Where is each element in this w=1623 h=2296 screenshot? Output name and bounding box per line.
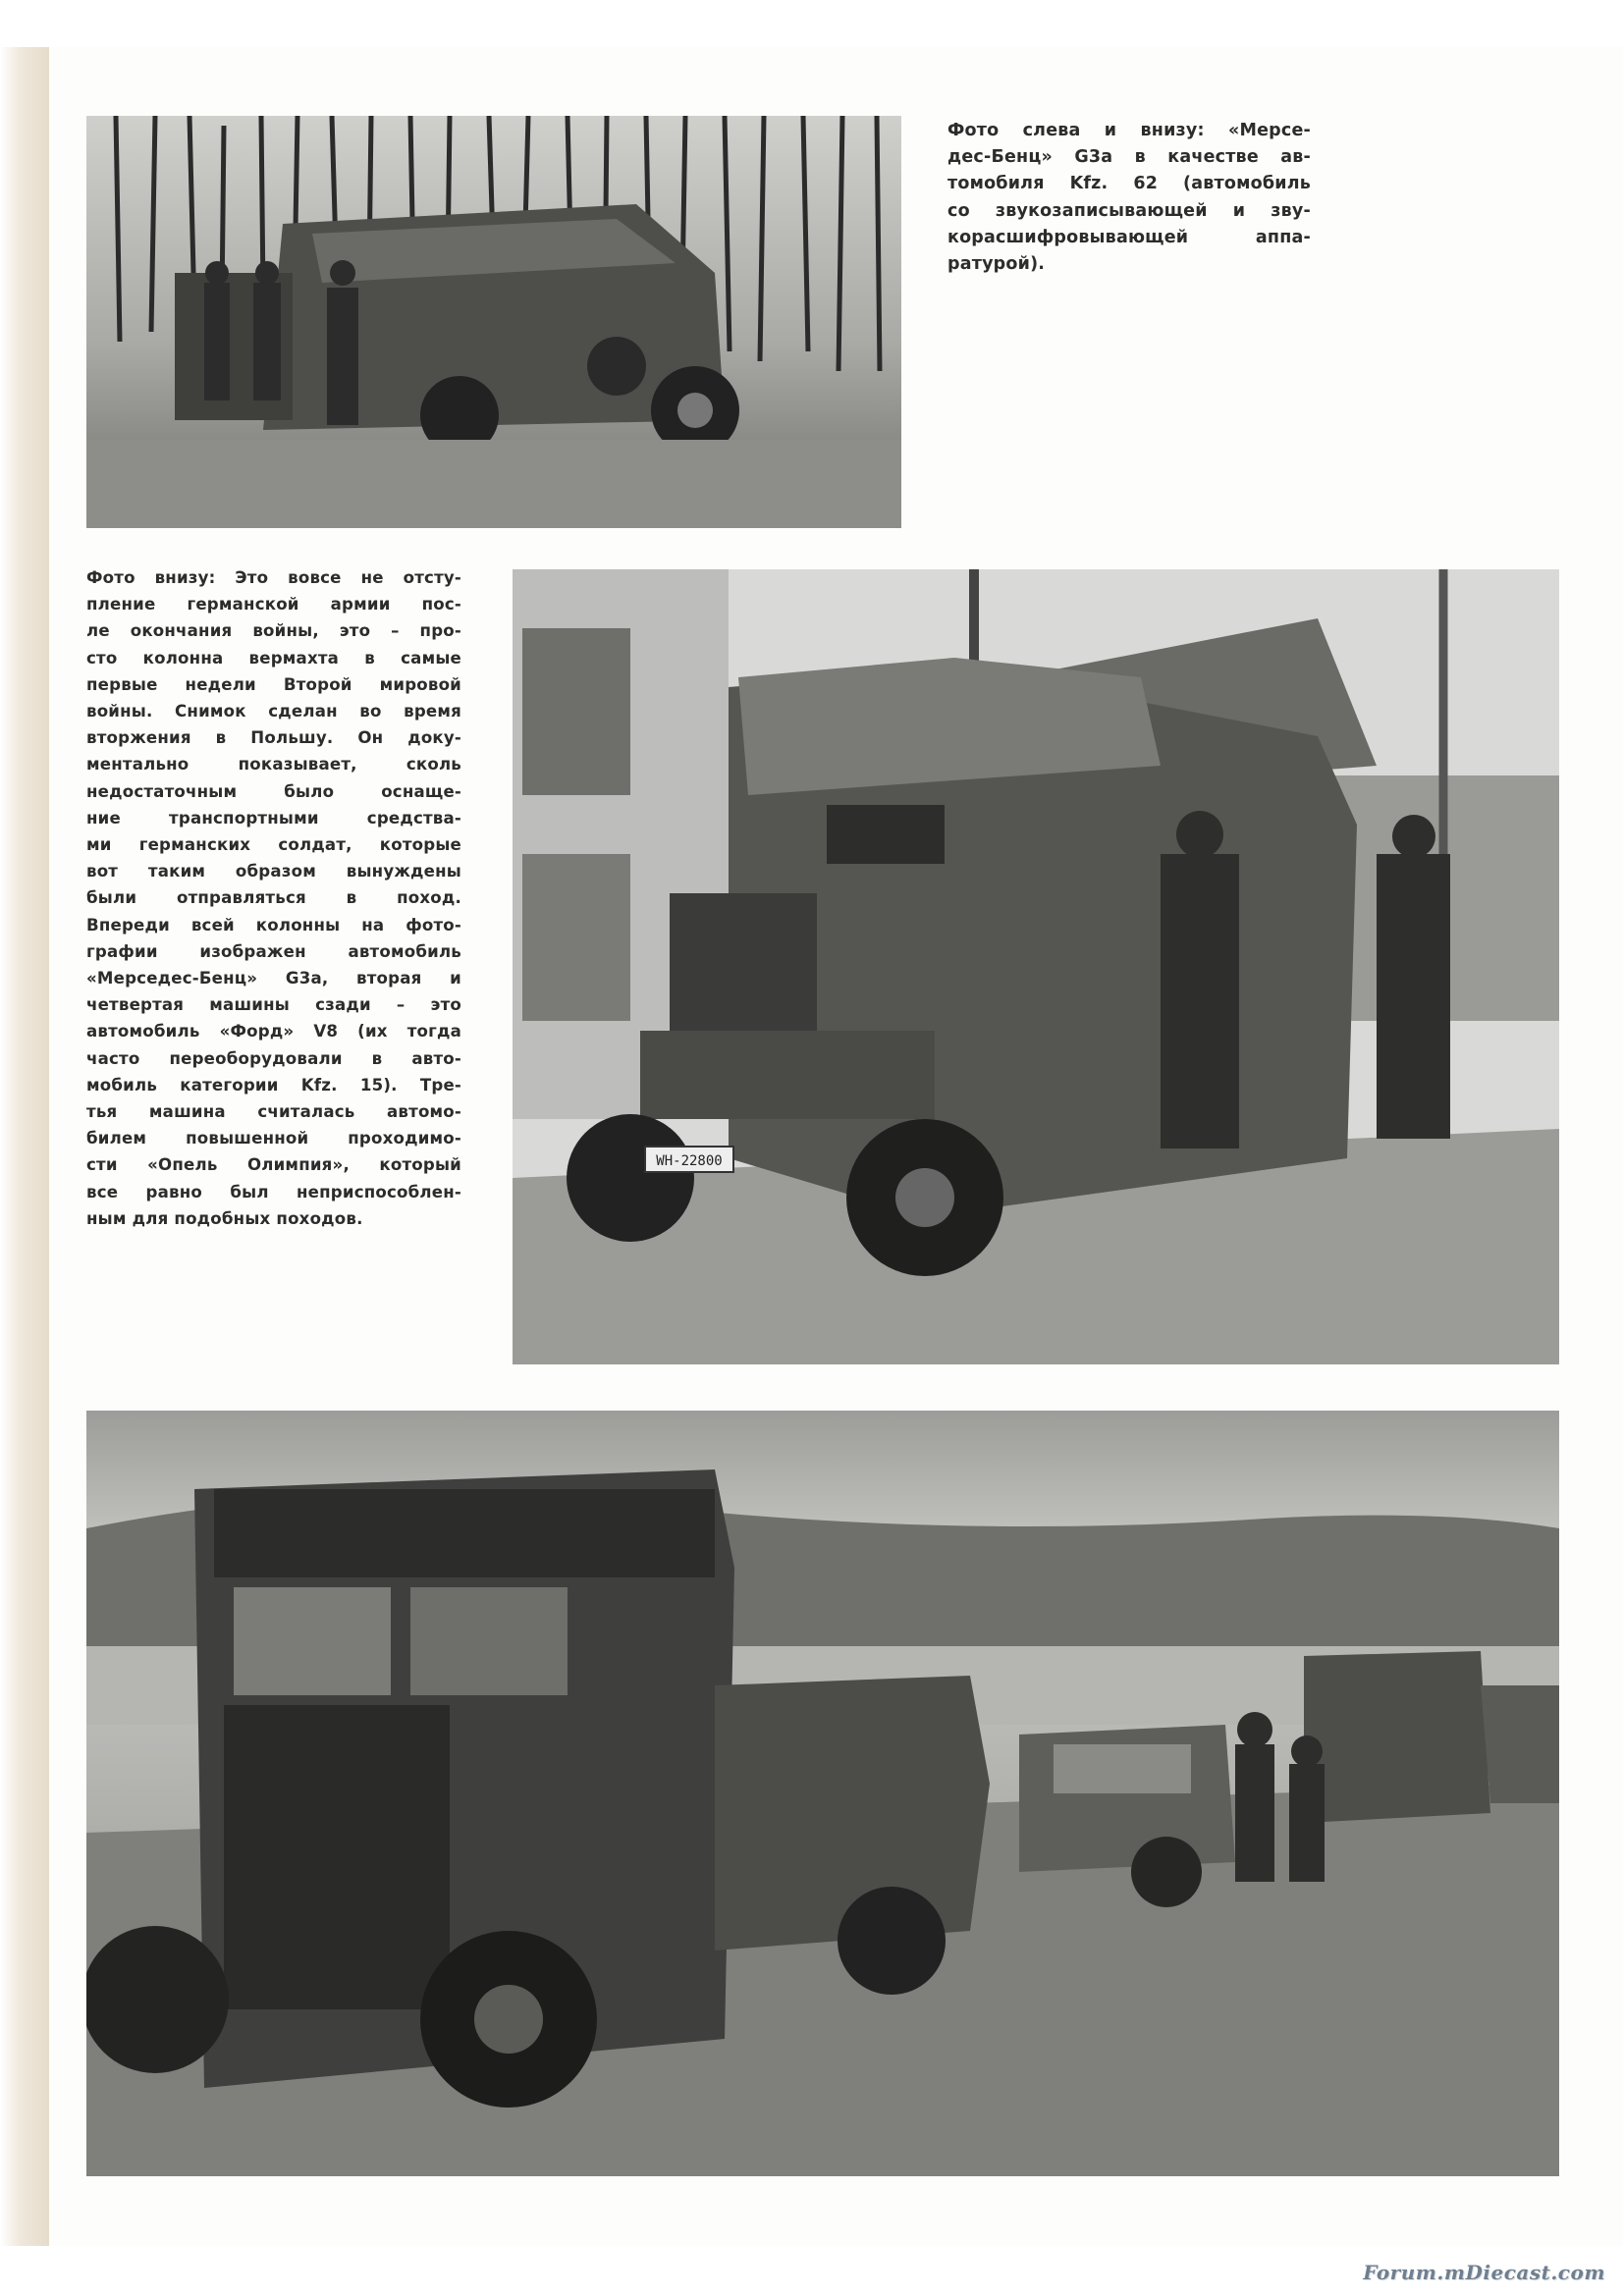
caption-line: ми германских солдат, которые — [86, 835, 461, 855]
photo-mercedes-g3a-street — [513, 569, 1559, 1364]
caption-line: автомобиль «Форд» V8 (их тогда — [86, 1022, 461, 1041]
book-binding-shadow — [0, 47, 49, 2246]
caption-line: дес-Бенц» G3a в качестве ав- — [947, 147, 1311, 168]
caption-line: сти «Опель Олимпия», который — [86, 1155, 461, 1175]
caption-top-right — [947, 118, 1311, 278]
caption-line: со звукозаписывающей и зву- — [947, 200, 1311, 221]
caption-line: вторжения в Польшу. Он доку- — [86, 728, 461, 748]
caption-line: мобиль категории Kfz. 15). Тре- — [86, 1075, 461, 1095]
caption-line: корасшифровывающей аппа- — [947, 227, 1311, 247]
photo-wehrmacht-column-mud — [86, 1411, 1559, 2176]
caption-line: ным для подобных походов. — [86, 1208, 363, 1228]
caption-line: Фото слева и внизу: «Мерсе- — [947, 121, 1311, 140]
caption-line: графии изображен автомобиль — [86, 941, 461, 961]
caption-line: ратурой). — [947, 254, 1046, 275]
caption-left — [86, 564, 461, 1232]
caption-line: билем повышенной проходимо- — [86, 1129, 461, 1148]
caption-line: четвертая машины сзади – это — [86, 995, 461, 1015]
caption-line: ние транспортными средства- — [86, 808, 461, 828]
caption-line: Фото внизу: Это вовсе не отсту- — [86, 568, 461, 587]
caption-line: «Мерседес-Бенц» G3a, вторая и — [86, 969, 461, 988]
caption-line: пление германской армии пос- — [86, 595, 461, 614]
watermark: Forum.mDiecast.com — [1363, 2261, 1605, 2284]
caption-line: были отправляться в поход. — [86, 888, 461, 908]
caption-line: войны. Снимок сделан во время — [86, 702, 461, 721]
caption-line: первые недели Второй мировой — [86, 674, 461, 694]
caption-line: ментально показывает, сколь — [86, 755, 461, 774]
caption-line: все равно был неприспособлен- — [86, 1182, 461, 1201]
caption-line: вот таким образом вынуждены — [86, 862, 461, 881]
photo-truck-in-forest — [86, 116, 901, 528]
caption-line: часто переоборудовали в авто- — [86, 1048, 461, 1068]
caption-line: сто колонна вермахта в самые — [86, 648, 461, 667]
caption-line: ле окончания войны, это – про- — [86, 621, 461, 641]
caption-line: недостаточным было оснаще- — [86, 781, 461, 801]
caption-line: тья машина считалась автомо- — [86, 1102, 461, 1122]
caption-line: томобиля Kfz. 62 (автомобиль — [947, 174, 1311, 194]
caption-line: Впереди всей колонны на фото- — [86, 915, 461, 934]
license-plate: WH-22800 — [656, 1153, 723, 1169]
